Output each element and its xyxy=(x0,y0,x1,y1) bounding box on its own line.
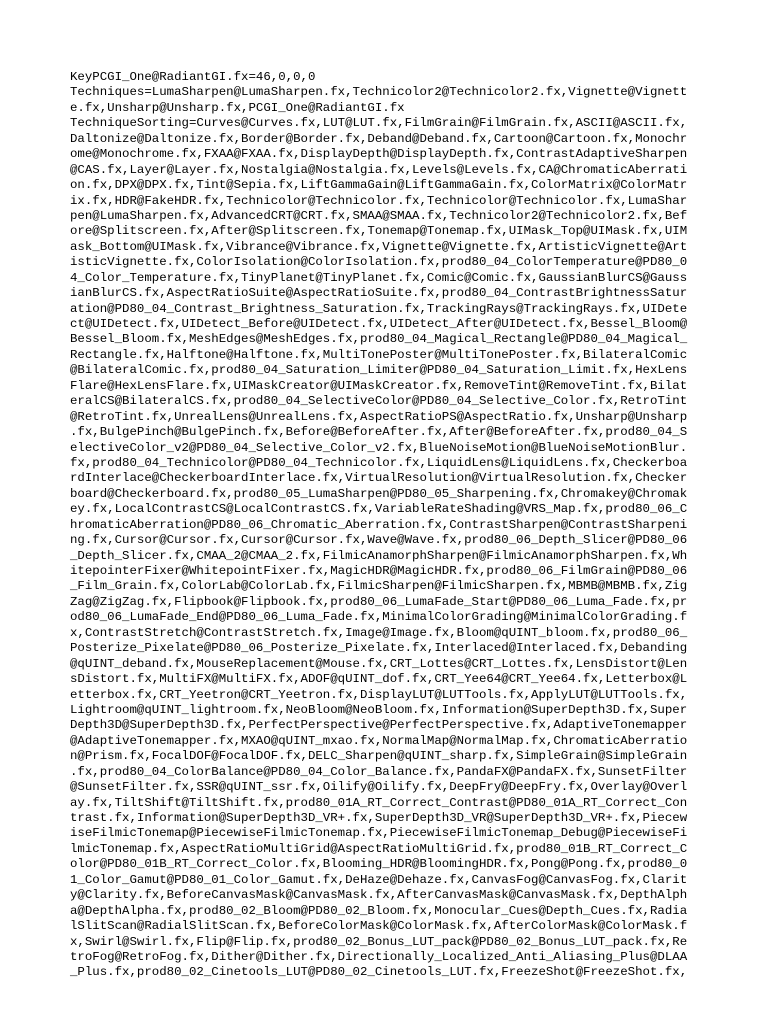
config-line: sDistort.fx,MultiFX@MultiFX.fx,ADOF@qUINT_dof.fx,CRT_Yee64@CRT_Yee64.fx,Letterbox@L xyxy=(70,672,688,687)
config-line: Lightroom@qUINT_lightroom.fx,NeoBloom@NeoBloom.fx,Information@SuperDepth3D.fx,Super xyxy=(70,702,688,717)
config-line: od80_06_LumaFade_End@PD80_06_Luma_Fade.fx,MinimalColorGrading@MinimalColorGrading.f xyxy=(70,610,688,625)
config-line: eralCS@BilateralCS.fx,prod80_04_SelectiveColor@PD80_04_Selective_Color.fx,RetroTint xyxy=(70,394,688,409)
config-line: Techniques=LumaSharpen@LumaSharpen.fx,Technicolor2@Technicolor2.fx,Vignette@Vignett xyxy=(70,85,688,100)
config-line: lmicTonemap.fx,AspectRatioMultiGrid@AspectRatioMultiGrid.fx,prod80_01B_RT_Correct_C xyxy=(70,841,688,856)
config-line: ey.fx,LocalContrastCS@LocalContrastCS.fx,VariableRateShading@VRS_Map.fx,prod80_06_C xyxy=(70,502,688,517)
config-line: Rectangle.fx,Halftone@Halftone.fx,MultiTonePoster@MultiTonePoster.fx,BilateralComic xyxy=(70,347,688,362)
config-line: Depth3D@SuperDepth3D.fx,PerfectPerspective@PerfectPerspective.fx,AdaptiveTonemapper xyxy=(70,718,688,733)
config-line: x,ContrastStretch@ContrastStretch.fx,Image@Image.fx,Bloom@qUINT_bloom.fx,prod80_06_ xyxy=(70,625,688,640)
config-line: @BilateralComic.fx,prod80_04_Saturation_Limiter@PD80_04_Saturation_Limit.fx,HexLens xyxy=(70,363,688,378)
config-line: ix.fx,HDR@FakeHDR.fx,Technicolor@Technicolor.fx,Technicolor@Technicolor.fx,LumaShar xyxy=(70,193,688,208)
config-text-document xyxy=(70,70,700,981)
config-line: troFog@RetroFog.fx,Dither@Dither.fx,Directionally_Localized_Anti_Aliasing_Plus@DLAA xyxy=(70,949,688,964)
config-line: @qUINT_deband.fx,MouseReplacement@Mouse.fx,CRT_Lottes@CRT_Lottes.fx,LensDistort@Len xyxy=(70,656,688,671)
config-line: _Plus.fx,prod80_02_Cinetools_LUT@PD80_02_Cinetools_LUT.fx,FreezeShot@FreezeShot.fx, xyxy=(70,965,688,980)
config-line: iseFilmicTonemap@PiecewiseFilmicTonemap.fx,PiecewiseFilmicTonemap_Debug@PiecewiseFi xyxy=(70,826,688,841)
config-line: ct@UIDetect.fx,UIDetect_Before@UIDetect.fx,UIDetect_After@UIDetect.fx,Bessel_Bloom@ xyxy=(70,317,688,331)
config-line: @AdaptiveTonemapper.fx,MXAO@qUINT_mxao.fx,NormalMap@NormalMap.fx,ChromaticAberratio xyxy=(70,733,688,748)
config-line: 4_Color_Temperature.fx,TinyPlanet@TinyPlanet.fx,Comic@Comic.fx,GaussianBlurCS@Gauss xyxy=(70,270,688,285)
config-line: ianBlurCS.fx,AspectRatioSuite@AspectRatioSuite.fx,prod80_04_ContrastBrightnessSatur xyxy=(70,286,688,301)
config-line: ome@Monochrome.fx,FXAA@FXAA.fx,DisplayDepth@DisplayDepth.fx,ContrastAdaptiveSharpen xyxy=(70,147,688,162)
config-line: x,Swirl@Swirl.fx,Flip@Flip.fx,prod80_02_Bonus_LUT_pack@PD80_02_Bonus_LUT_pack.fx,Re xyxy=(70,934,688,949)
config-line: e.fx,Unsharp@Unsharp.fx,PCGI_One@RadiantGI.fx xyxy=(70,100,405,115)
config-line: .fx,BulgePinch@BulgePinch.fx,Before@BeforeAfter.fx,After@BeforeAfter.fx,prod80_04_S xyxy=(70,425,688,440)
config-line: ay.fx,TiltShift@TiltShift.fx,prod80_01A_RT_Correct_Contrast@PD80_01A_RT_Correct_Con xyxy=(70,795,688,810)
config-line: _Film_Grain.fx,ColorLab@ColorLab.fx,FilmicSharpen@FilmicSharpen.fx,MBMB@MBMB.fx,Zig xyxy=(70,579,688,594)
config-line: @SunsetFilter.fx,SSR@qUINT_ssr.fx,Oilify@Oilify.fx,DeepFry@DeepFry.fx,Overlay@Overl xyxy=(70,780,688,795)
config-line: lSlitScan@RadialSlitScan.fx,BeforeColorMask@ColorMask.fx,AfterColorMask@ColorMask.f xyxy=(70,919,688,934)
config-line: a@DepthAlpha.fx,prod80_02_Bloom@PD80_02_Bloom.fx,Monocular_Cues@Depth_Cues.fx,Radia xyxy=(70,903,688,918)
config-line: itepointerFixer@WhitepointFixer.fx,MagicHDR@MagicHDR.fx,prod80_06_FilmGrain@PD80_06 xyxy=(70,564,688,578)
config-line: pen@LumaSharpen.fx,AdvancedCRT@CRT.fx,SMAA@SMAA.fx,Technicolor2@Technicolor2.fx,Bef xyxy=(70,208,688,223)
config-line: rdInterlace@CheckerboardInterlace.fx,VirtualResolution@VirtualResolution.fx,Checker xyxy=(70,471,688,486)
config-line: olor@PD80_01B_RT_Correct_Color.fx,Blooming_HDR@BloomingHDR.fx,Pong@Pong.fx,prod80_0 xyxy=(70,857,688,872)
config-line: Zag@ZigZag.fx,Flipbook@Flipbook.fx,prod80_06_LumaFade_Start@PD80_06_Luma_Fade.fx,pr xyxy=(70,594,688,609)
config-line: on.fx,DPX@DPX.fx,Tint@Sepia.fx,LiftGammaGain@LiftGammaGain.fx,ColorMatrix@ColorMatr xyxy=(70,178,688,193)
config-line: TechniqueSorting=Curves@Curves.fx,LUT@LUT.fx,FilmGrain@FilmGrain.fx,ASCII@ASCII.fx, xyxy=(70,116,688,131)
config-line: isticVignette.fx,ColorIsolation@ColorIsolation.fx,prod80_04_ColorTemperature@PD80_0 xyxy=(70,255,688,270)
config-line: Flare@HexLensFlare.fx,UIMaskCreator@UIMaskCreator.fx,RemoveTint@RemoveTint.fx,Bilat xyxy=(70,378,688,393)
config-line: n@Prism.fx,FocalDOF@FocalDOF.fx,DELC_Sharpen@qUINT_sharp.fx,SimpleGrain@SimpleGrain xyxy=(70,749,688,764)
config-line: 1_Color_Gamut@PD80_01_Color_Gamut.fx,DeHaze@Dehaze.fx,CanvasFog@CanvasFog.fx,Clarit xyxy=(70,872,688,887)
config-line: .fx,prod80_04_ColorBalance@PD80_04_Color_Balance.fx,PandaFX@PandaFX.fx,SunsetFilter xyxy=(70,764,688,779)
config-line: KeyPCGI_One@RadiantGI.fx=46,0,0,0 xyxy=(70,70,316,84)
config-line: Bessel_Bloom.fx,MeshEdges@MeshEdges.fx,prod80_04_Magical_Rectangle@PD80_04_Magical_ xyxy=(70,332,688,347)
config-line: ng.fx,Cursor@Cursor.fx,Cursor@Cursor.fx,Wave@Wave.fx,prod80_06_Depth_Slicer@PD80_06 xyxy=(70,533,688,548)
config-line: board@Checkerboard.fx,prod80_05_LumaSharpen@PD80_05_Sharpening.fx,Chromakey@Chromak xyxy=(70,486,688,501)
config-line: Posterize_Pixelate@PD80_06_Posterize_Pixelate.fx,Interlaced@Interlaced.fx,Debanding xyxy=(70,641,688,656)
config-line: trast.fx,Information@SuperDepth3D_VR+.fx,SuperDepth3D_VR@SuperDepth3D_VR+.fx,Piecew xyxy=(70,811,688,825)
config-line: y@Clarity.fx,BeforeCanvasMask@CanvasMask.fx,AfterCanvasMask@CanvasMask.fx,DepthAlph xyxy=(70,888,688,903)
config-line: fx,prod80_04_Technicolor@PD80_04_Technicolor.fx,LiquidLens@LiquidLens.fx,Checkerboa xyxy=(70,455,688,470)
config-line: ask_Bottom@UIMask.fx,Vibrance@Vibrance.fx,Vignette@Vignette.fx,ArtisticVignette@Art xyxy=(70,239,688,254)
config-line: electiveColor_v2@PD80_04_Selective_Color_v2.fx,BlueNoiseMotion@BlueNoiseMotionBlur. xyxy=(70,440,688,455)
config-line: _Depth_Slicer.fx,CMAA_2@CMAA_2.fx,FilmicAnamorphSharpen@FilmicAnamorphSharpen.fx,Wh xyxy=(70,548,688,563)
config-line: hromaticAberration@PD80_06_Chromatic_Aberration.fx,ContrastSharpen@ContrastSharpeni xyxy=(70,517,688,532)
config-line: ation@PD80_04_Contrast_Brightness_Saturation.fx,TrackingRays@TrackingRays.fx,UIDete xyxy=(70,301,688,316)
config-line: @RetroTint.fx,UnrealLens@UnrealLens.fx,AspectRatioPS@AspectRatio.fx,Unsharp@Unsharp xyxy=(70,409,688,424)
config-line: @CAS.fx,Layer@Layer.fx,Nostalgia@Nostalgia.fx,Levels@Levels.fx,CA@ChromaticAberrati xyxy=(70,162,688,177)
config-line: ore@Splitscreen.fx,After@Splitscreen.fx,Tonemap@Tonemap.fx,UIMask_Top@UIMask.fx,UIM xyxy=(70,224,688,239)
config-line: etterbox.fx,CRT_Yeetron@CRT_Yeetron.fx,DisplayLUT@LUTTools.fx,ApplyLUT@LUTTools.fx, xyxy=(70,687,688,702)
config-line: Daltonize@Daltonize.fx,Border@Border.fx,Deband@Deband.fx,Cartoon@Cartoon.fx,Monochr xyxy=(70,131,688,146)
